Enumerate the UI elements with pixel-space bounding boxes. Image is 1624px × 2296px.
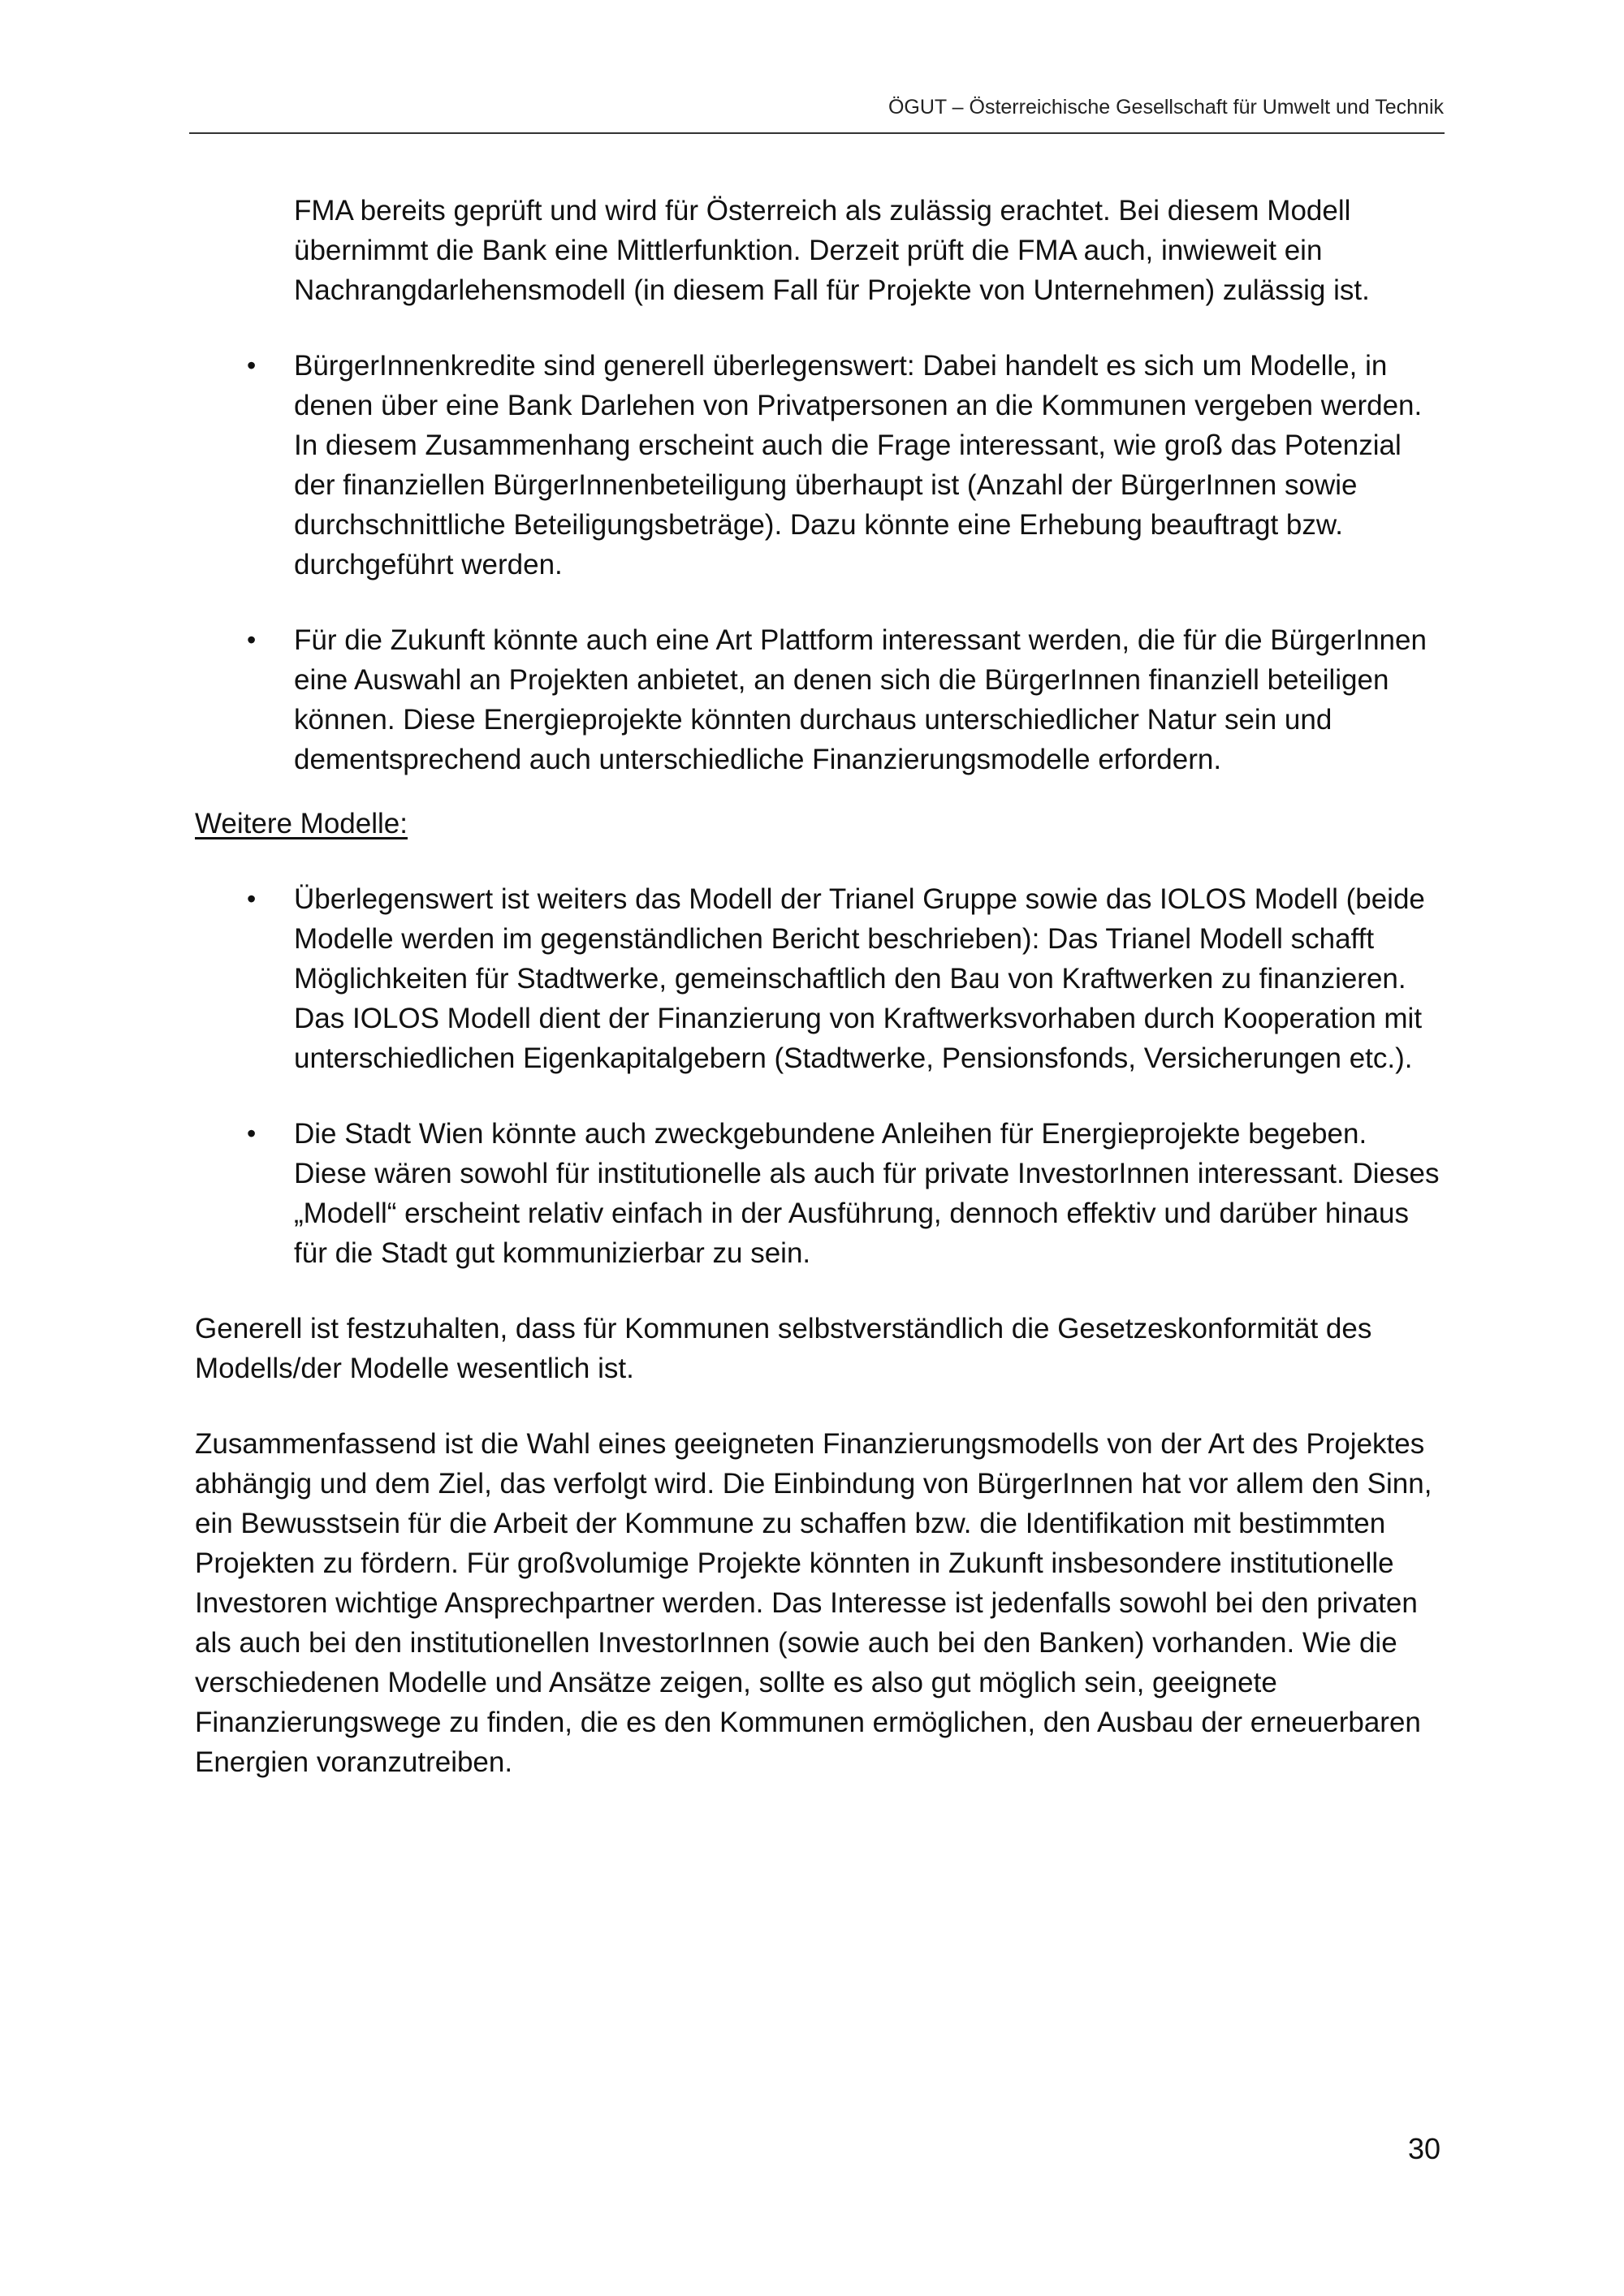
list-item	[195, 620, 1445, 779]
bullet-list-b	[195, 879, 1445, 1273]
paragraph-summary: Zusammenfassend ist die Wahl eines geeigneten Finanzierungsmodells von der Art des Projektes abhängig und dem Ziel, das verfolgt wird. Die Einbindung von BürgerInnen hat vor allem den Sinn, ein Bewusstsein für die Arbeit der Kommune zu schaffen bzw. die Identifikation mit bestimmten Projekten zu fördern. Für großvolumige Projekte könnten in Zukunft insbesondere institutionelle Investoren wichtige Ansprechpartner werden. Das Interesse ist jedenfalls sowohl bei den privaten als auch bei den institutionellen InvestorInnen (sowie auch bei den Banken) vorhanden. Wie die verschiedenen Modelle und Ansätze zeigen, sollte es also gut möglich sein, geeignete Finanzierungswege zu finden, die es den Kommunen ermöglichen, den Ausbau der erneuerbaren Energien voranzutreiben.	[195, 1428, 1432, 1778]
list-item-text: Die Stadt Wien könnte auch zweckgebundene Anleihen für Energieprojekte begeben. Diese wären sowohl für institutionelle als auch für private InvestorInnen interessant. Dieses „Modell“ erscheint relativ einfach in der Ausführung, dennoch effektiv und darüber hinaus für die Stadt gut kommunizierbar zu sein.	[294, 1118, 1440, 1269]
bullet-icon: •	[247, 1119, 257, 1148]
bullet-icon: •	[247, 351, 257, 380]
bullet-icon: •	[247, 884, 257, 913]
list-item	[195, 1114, 1445, 1273]
header-divider	[189, 132, 1445, 134]
list-item	[195, 879, 1445, 1078]
running-header: ÖGUT – Österreichische Gesellschaft für Umwelt und Technik	[888, 96, 1444, 119]
list-item-text: Für die Zukunft könnte auch eine Art Plattform interessant werden, die für die BürgerInnen eine Auswahl an Projekten anbietet, an denen sich die BürgerInnen finanziell beteiligen können. Diese Energieprojekte könnten durchaus unterschiedlicher Natur sein und dementsprechend auch unterschiedliche Finanzierungsmodelle erfordern.	[294, 624, 1427, 775]
list-item	[195, 346, 1445, 585]
intro-continuation-paragraph: FMA bereits geprüft und wird für Österreich als zulässig erachtet. Bei diesem Modell übernimmt die Bank eine Mittlerfunktion. Derzeit prüft die FMA auch, inwieweit ein Nachrangdarlehensmodell (in diesem Fall für Projekte von Unternehmen) zulässig ist.	[294, 195, 1370, 306]
page-body	[195, 191, 1445, 1782]
bullet-icon: •	[247, 625, 257, 654]
paragraph-legal-conformity: Generell ist festzuhalten, dass für Kommunen selbstverständlich die Gesetzeskonformität des Modells/der Modelle wesentlich ist.	[195, 1313, 1372, 1384]
page-number: 30	[1407, 2132, 1440, 2165]
list-item-text: Überlegenswert ist weiters das Modell der Trianel Gruppe sowie das IOLOS Modell (beide Modelle werden im gegenständlichen Bericht beschrieben): Das Trianel Modell schafft Möglichkeiten für Stadtwerke, gemeinschaftlich den Bau von Kraftwerken zu finanzieren. Das IOLOS Modell dient der Finanzierung von Kraftwerksvorhaben durch Kooperation mit unterschiedlichen Eigenkapitalgebern (Stadtwerke, Pensionsfonds, Versicherungen etc.).	[294, 883, 1425, 1074]
section-heading: Weitere Modelle:	[195, 808, 408, 839]
list-item-text: BürgerInnenkredite sind generell überlegenswert: Dabei handelt es sich um Modelle, in denen über eine Bank Darlehen von Privatpersonen an die Kommunen vergeben werden. In diesem Zusammenhang erscheint auch die Frage interessant, wie groß das Potenzial der finanziellen BürgerInnenbeteiligung überhaupt ist (Anzahl der BürgerInnen sowie durchschnittliche Beteiligungsbeträge). Dazu könnte eine Erhebung beauftragt bzw. durchgeführt werden.	[294, 350, 1423, 580]
bullet-list-a	[195, 346, 1445, 779]
